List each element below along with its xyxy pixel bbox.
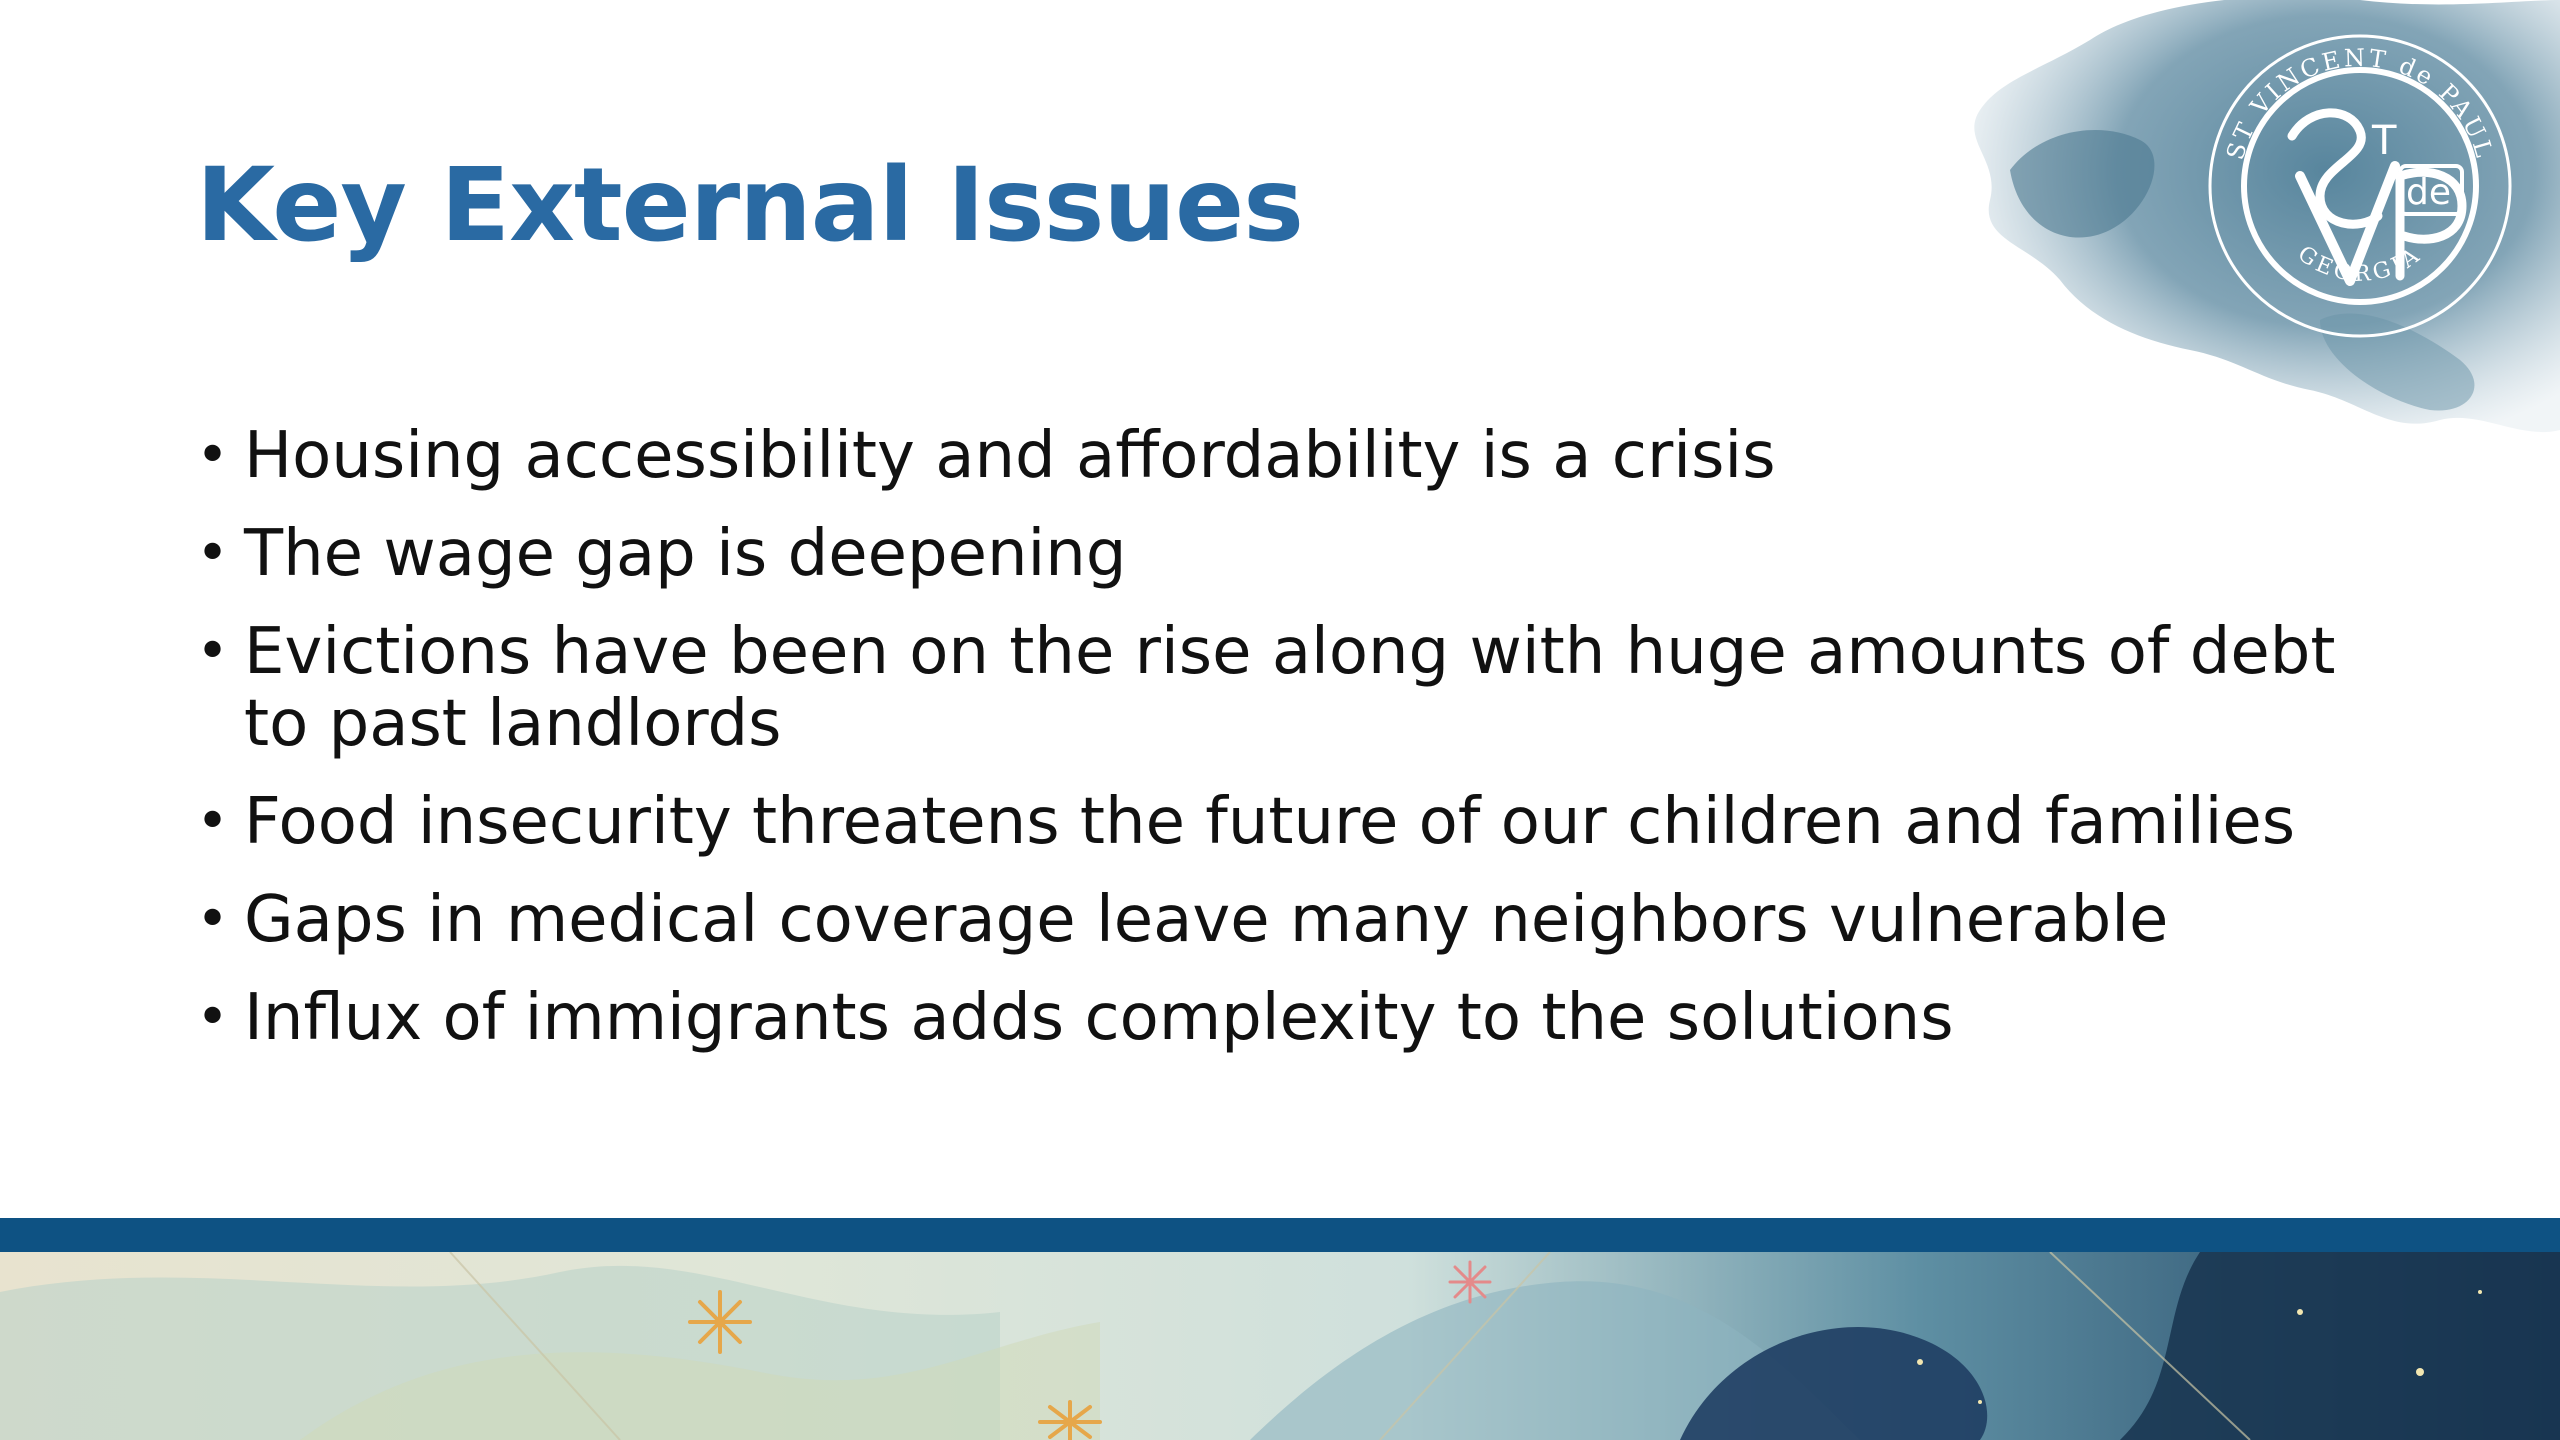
bullet-item (196, 982, 2346, 1054)
emblem-monogram-de: de (2406, 172, 2451, 213)
bullet-glyph: • (196, 789, 230, 854)
bullet-text: The wage gap is deepening (244, 517, 1127, 591)
bullet-item (196, 616, 2346, 760)
bullet-item (196, 786, 2346, 858)
bullet-item (196, 420, 2346, 492)
bullet-glyph: • (196, 985, 230, 1050)
bullet-list (196, 420, 2346, 1080)
bullet-text: Housing accessibility and affordability is a crisis (244, 419, 1776, 493)
bullet-item (196, 518, 2346, 590)
footer-artwork (0, 1252, 2560, 1440)
bullet-glyph: • (196, 887, 230, 952)
footer-bar (0, 1218, 2560, 1252)
bullet-text: Food insecurity threatens the future of our children and families (244, 785, 2296, 859)
bullet-text: Evictions have been on the rise along with huge amounts of debt to past landlords (244, 615, 2336, 761)
bullet-glyph: • (196, 619, 230, 684)
svdp-emblem-icon (2200, 26, 2520, 346)
emblem-ring-top-text: ST VINCENT de PAUL (2221, 43, 2499, 163)
emblem-monogram-t: T (2372, 118, 2397, 164)
bullet-item (196, 884, 2346, 956)
bullet-glyph: • (196, 423, 230, 488)
bullet-text: Gaps in medical coverage leave many neighbors vulnerable (244, 883, 2169, 957)
bullet-glyph: • (196, 521, 230, 586)
slide-title: Key External Issues (196, 146, 1303, 265)
emblem-ring-bottom-text: GEORGIA (2292, 241, 2428, 287)
bullet-text: Influx of immigrants adds complexity to the solutions (244, 981, 1954, 1055)
